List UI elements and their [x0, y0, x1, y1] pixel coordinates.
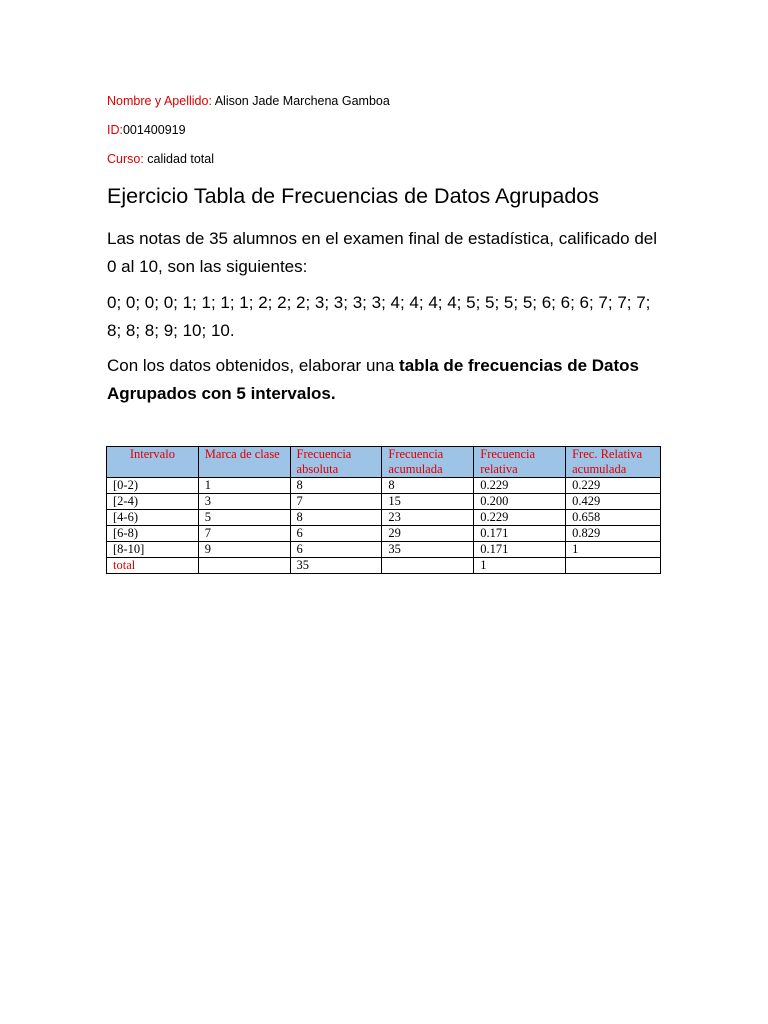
cell-cumulative-relative-frequency: 0.658 — [566, 510, 661, 526]
cell-cumulative-frequency: 23 — [382, 510, 474, 526]
course-value: calidad total — [143, 152, 215, 166]
cell-absolute-frequency: 6 — [290, 542, 382, 558]
student-name-line — [107, 93, 390, 109]
cell-cumulative-frequency: 8 — [382, 478, 474, 494]
intro-paragraph: Las notas de 35 alumnos en el examen final de estadística, calificado del 0 al 10, son las siguientes: — [107, 229, 658, 276]
header-interval: Intervalo — [107, 447, 199, 478]
course-line — [107, 151, 214, 167]
header-relative-frequency: Frecuencia relativa — [474, 447, 566, 478]
table-row — [107, 478, 661, 494]
name-label: Nombre y Apellido: — [107, 94, 212, 108]
cell-relative-frequency: 0.171 — [474, 542, 566, 558]
grades-data-list: 0; 0; 0; 0; 1; 1; 1; 1; 2; 2; 2; 3; 3; 3; 3; 4; 4; 4; 4; 5; 5; 5; 5; 6; 6; 6; 7; 7; 7; 8; 8; 8; 9; 10; 10. — [107, 293, 651, 340]
cell-relative-frequency: 0.229 — [474, 478, 566, 494]
table-row — [107, 542, 661, 558]
cell-total-class-mark — [198, 558, 290, 574]
cell-interval: [2-4) — [107, 494, 199, 510]
course-label: Curso: — [107, 152, 144, 166]
cell-class-mark: 1 — [198, 478, 290, 494]
cell-class-mark: 5 — [198, 510, 290, 526]
cell-total-cumulative-frequency — [382, 558, 474, 574]
frequency-table — [106, 446, 661, 574]
cell-absolute-frequency: 7 — [290, 494, 382, 510]
cell-class-mark: 3 — [198, 494, 290, 510]
cell-total-label: total — [107, 558, 199, 574]
instruction-paragraph — [107, 352, 667, 408]
cell-total-cumulative-relative-frequency — [566, 558, 661, 574]
cell-cumulative-frequency: 15 — [382, 494, 474, 510]
cell-cumulative-relative-frequency: 1 — [566, 542, 661, 558]
cell-interval: [4-6) — [107, 510, 199, 526]
cell-total-absolute-frequency: 35 — [290, 558, 382, 574]
cell-cumulative-relative-frequency: 0.229 — [566, 478, 661, 494]
cell-relative-frequency: 0.229 — [474, 510, 566, 526]
cell-absolute-frequency: 6 — [290, 526, 382, 542]
cell-interval: [8-10] — [107, 542, 199, 558]
table-row — [107, 526, 661, 542]
header-cumulative-relative-frequency: Frec. Relativa acumulada — [566, 447, 661, 478]
exercise-title: Ejercicio Tabla de Frecuencias de Datos Agrupados — [107, 184, 600, 208]
instruction-bold: tabla de frecuencias de Datos Agrupados con 5 intervalos. — [107, 356, 640, 403]
cell-relative-frequency: 0.171 — [474, 526, 566, 542]
cell-relative-frequency: 0.200 — [474, 494, 566, 510]
table-row — [107, 494, 661, 510]
cell-class-mark: 9 — [198, 542, 290, 558]
table-row — [107, 510, 661, 526]
table-header-row — [107, 447, 661, 478]
cell-cumulative-frequency: 35 — [382, 542, 474, 558]
table-total-row — [107, 558, 661, 574]
instruction-plain: Con los datos obtenidos, elaborar una — [107, 356, 400, 375]
cell-cumulative-relative-frequency: 0.429 — [566, 494, 661, 510]
header-cumulative-frequency: Frecuencia acumulada — [382, 447, 474, 478]
id-label: ID: — [107, 123, 123, 137]
id-value: 001400919 — [122, 123, 186, 137]
cell-cumulative-relative-frequency: 0.829 — [566, 526, 661, 542]
name-value: Alison Jade Marchena Gamboa — [211, 94, 390, 108]
cell-interval: [6-8) — [107, 526, 199, 542]
cell-absolute-frequency: 8 — [290, 478, 382, 494]
cell-total-relative-frequency: 1 — [474, 558, 566, 574]
cell-class-mark: 7 — [198, 526, 290, 542]
student-id-line — [107, 122, 186, 138]
cell-cumulative-frequency: 29 — [382, 526, 474, 542]
cell-interval: [0-2) — [107, 478, 199, 494]
cell-absolute-frequency: 8 — [290, 510, 382, 526]
header-absolute-frequency: Frecuencia absoluta — [290, 447, 382, 478]
header-class-mark: Marca de clase — [198, 447, 290, 478]
